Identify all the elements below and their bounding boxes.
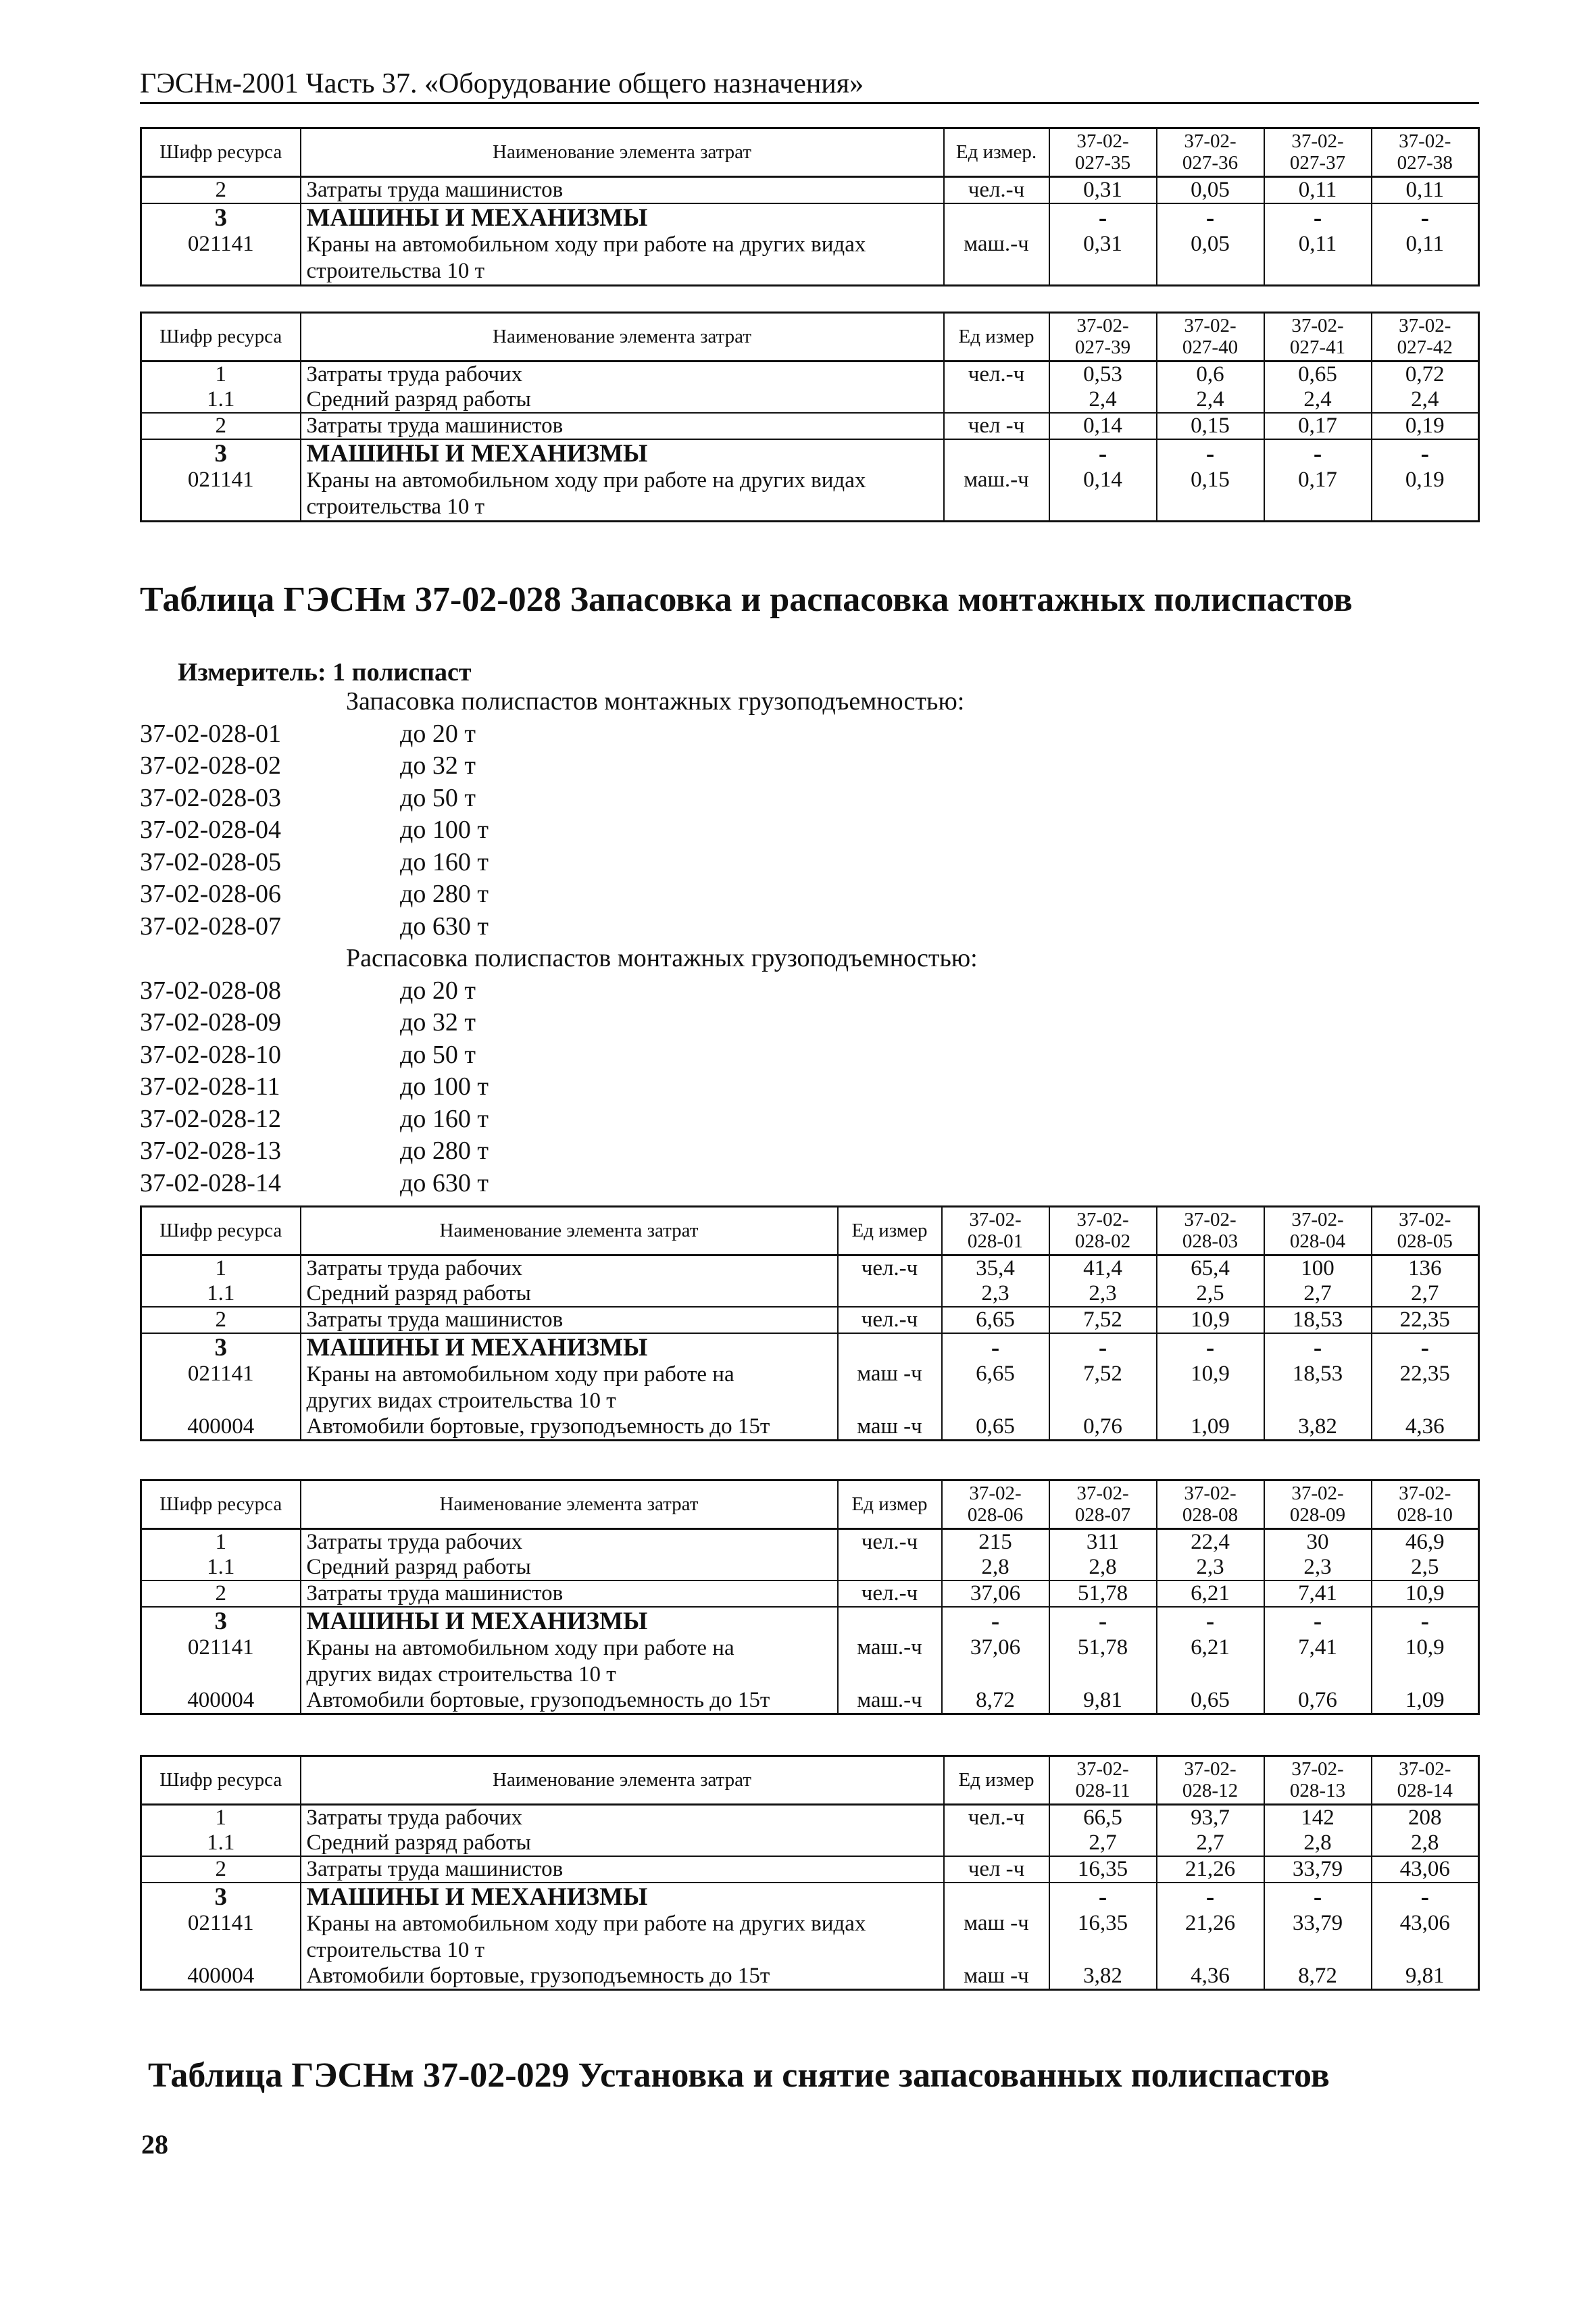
table-header-row: [141, 1207, 1479, 1255]
table-row: 1 Затраты труда рабочих чел.-ч 66,5 93,7 142 208: [141, 1804, 1479, 1830]
table-row: 400004 Автомобили бортовые, грузоподъемность до 15т маш -ч 3,82 4,36 8,72 9,81: [141, 1964, 1479, 1989]
col-header-norm: 37-02- 028-11: [1049, 1756, 1157, 1805]
table-row: 3 МАШИНЫ И МЕХАНИЗМЫ - - - -: [141, 1883, 1479, 1911]
table-row: 2 Затраты труда машинистов чел.-ч 37,06 51,78 6,21 7,41 10,9: [141, 1580, 1479, 1607]
col-header-norm: 37-02- 027-37: [1264, 128, 1372, 177]
table-header-row: [141, 313, 1479, 362]
col-header-name: Наименование элемента затрат: [301, 313, 944, 362]
col-header-norm: 37-02- 028-07: [1049, 1480, 1157, 1529]
col-header-unit: Ед измер: [838, 1207, 942, 1255]
table-row: 021141 Краны на автомобильном ходу при работе на других видах строительства 10 т маш -ч 6,65 7,52 10,9 18,53 22,35: [141, 1362, 1479, 1414]
col-header-norm: 37-02- 028-14: [1372, 1756, 1479, 1805]
table-row: 1 Затраты труда рабочих чел.-ч 35,4 41,4 65,4 100 136: [141, 1255, 1479, 1280]
table-row: 400004 Автомобили бортовые, грузоподъемность до 15т маш -ч 0,65 0,76 1,09 3,82 4,36: [141, 1414, 1479, 1440]
measure-unit: Измеритель: 1 полиспаст: [178, 658, 472, 687]
col-header-code: Шифр ресурса: [141, 128, 301, 177]
table-row: 2 Затраты труда машинистов чел -ч 0,14 0,15 0,17 0,19: [141, 413, 1479, 439]
col-header-norm: 37-02- 027-35: [1049, 128, 1157, 177]
col-header-norm: 37-02- 028-08: [1157, 1480, 1264, 1529]
col-header-unit: Ед измер: [944, 1756, 1049, 1805]
col-header-norm: 37-02- 027-41: [1264, 313, 1372, 362]
col-header-name: Наименование элемента затрат: [301, 1207, 838, 1255]
table-row: 3 МАШИНЫ И МЕХАНИЗМЫ - - - - -: [141, 1333, 1479, 1362]
col-header-norm: 37-02- 028-05: [1372, 1207, 1479, 1255]
col-header-norm: 37-02- 028-06: [942, 1480, 1049, 1529]
document-page: ГЭСНм-2001 Часть 37. «Оборудование общего назначения» Шифр ресурса Наименование элемента затрат Ед измер. 37-02- 027-35 37-02- 027-36 37-02- 027-37 37-02- 027-38 2 Затраты труда машинистов чел.-ч 0,31 0,05 0,11 0,11 3 МАШИНЫ И МЕХАНИЗМЫ - - - - 021141 Краны на автомобильном ходу при работе на других видах строительства 10 т маш.-ч 0,31 0,05 0,11 0,11 Шифр ресурса Наименование элемента затрат Ед измер 37-02- 027-39 37-02- 027-40 37-02- 027-41 37-02- 027-42 1 Затраты труда рабочих чел.-ч 0,53 0,6 0,65 0,72 1.1 Средний разряд работы 2,4 2,4 2,4 2,4 2 Затраты труда машинистов чел -ч 0,14 0,15 0,17 0,19 3 МАШИНЫ И МЕХАНИЗМЫ - - - - 021141 Краны на автомобильном ходу при работе на других видах строительства 10 т маш.-ч 0,14 0,15 0,17 0,19 Таблица ГЭСНм 37-02-028 Запасовка и распасовка монтажных полиспастов Измеритель: 1 полиспаст Запасовка полиспастов монтажных грузоподъемностью: 37-02-028-01 до 20 т 37-02-028-02 до 32 т 37-02-028-03 до 50 т 37-02-028-04 до 100 т 37-02-028-05 до 160 т 37-02-028-06 до 280 т 37-02-028-07 до 630 т Распасовка полиспастов монтажных грузоподъемностью: 37-02-028-08 до 20 т 37-02-028-09 до 32 т 37-02-028-10 до 50 т 37-02-028-11 до 100 т 37-02-028-12 до 160 т 37-02-028-13 до 280 т 37-02-028-14 до 630 т Шифр ресурса Наименование элемента затрат Ед измер 37-02- 028-01 37-02- 028-02 37-02- 028-03 37-02- 028-04 37-02- 028-05 1 Затраты труда рабочих чел.-ч 35,4 41,4 65,4 100 136 1.1 Средний разряд работы 2,3 2,3 2,5 2,7 2,7 2 Затраты труда машинистов чел.-ч 6,65 7,52 10,9 18,53 22,35 3 МАШИНЫ И МЕХАНИЗМЫ - - - - - 021141 Краны на автомобильном ходу при работе на других видах строительства 10 т маш -ч 6,65 7,52 10,9 18,53 22,35 400004 Автомобили бортовые, грузоподъемность до 15т маш -ч 0,65 0,76 1,09 3,82 4,36 Шифр ресурса Наименование элемента затрат Ед измер 37-02- 028-06 37-02- 028-07 37-02- 028-08 37-02- 028-09 37-02- 028-10 1 Затраты труда рабочих чел.-ч 215 311 22,4 30 46,9 1.1 Средний разряд работы 2,8 2,8 2,3 2,3 2,5 2 Затраты труда машинистов чел.-ч 37,06 51,78 6,21 7,41 10,9 3 МАШИНЫ И МЕХАНИЗМЫ - - - - - 021141 Краны на автомобильном ходу при работе на других видах строительства 10 т маш.-ч 37,06 51,78 6,21 7,41 10,9 400004 Автомобили бортовые, грузоподъемность до 15т маш.-ч 8,72 9,81 0,65 0,76 1,09 Шифр ресурса Наименование элемента затрат Ед измер 37-02- 028-11 37-02- 028-12 37-02- 028-13 37-02- 028-14 1 Затраты труда рабочих чел.-ч 66,5 93,7 142 208 1.1 Средний разряд работы 2,7 2,7 2,8 2,8 2 Затраты труда машинистов чел -ч 16,35 21,26 33,79 43,06 3 МАШИНЫ И МЕХАНИЗМЫ - - - - 021141 Краны на автомобильном ходу при работе на других видах строительства 10 т маш -ч 16,35 21,26 33,79 43,06 400004 Автомобили бортовые, грузоподъемность до 15т маш -ч 3,82 4,36 8,72 9,81 Таблица ГЭСНм 37-02-029 Установка и снятие запасованных полиспастов 28: [0, 0, 1596, 2315]
table-row: 021141 Краны на автомобильном ходу при работе на других видах строительства 10 т маш.-ч 0,14 0,15 0,17 0,19: [141, 468, 1479, 521]
section-title-029: Таблица ГЭСНм 37-02-029 Установка и снятие запасованных полиспастов: [148, 2056, 1330, 2095]
col-header-code: Шифр ресурса: [141, 1480, 301, 1529]
col-header-norm: 37-02- 028-09: [1264, 1480, 1372, 1529]
table-row: 1.1 Средний разряд работы 2,4 2,4 2,4 2,4: [141, 387, 1479, 413]
col-header-name: Наименование элемента затрат: [301, 128, 944, 177]
col-header-name: Наименование элемента затрат: [301, 1480, 838, 1529]
col-header-norm: 37-02- 028-10: [1372, 1480, 1479, 1529]
col-header-norm: 37-02- 028-02: [1049, 1207, 1157, 1255]
col-header-norm: 37-02- 027-36: [1157, 128, 1264, 177]
header-rule: [140, 102, 1479, 104]
running-header: ГЭСНм-2001 Часть 37. «Оборудование общего назначения»: [140, 68, 864, 99]
resource-table-027-39-42: [140, 312, 1480, 522]
col-header-norm: 37-02- 028-01: [942, 1207, 1049, 1255]
col-header-code: Шифр ресурса: [141, 1207, 301, 1255]
col-header-code: Шифр ресурса: [141, 1756, 301, 1805]
col-header-unit: Ед измер: [838, 1480, 942, 1529]
col-header-norm: 37-02- 027-40: [1157, 313, 1264, 362]
col-header-norm: 37-02- 028-12: [1157, 1756, 1264, 1805]
table-header-row: [141, 1480, 1479, 1529]
col-header-norm: 37-02- 027-42: [1372, 313, 1479, 362]
table-row: 2 Затраты труда машинистов чел.-ч 0,31 0,05 0,11 0,11: [141, 176, 1479, 203]
table-row: 021141 Краны на автомобильном ходу при работе на других видах строительства 10 т маш.-ч 0,31 0,05 0,11 0,11: [141, 232, 1479, 285]
table-row: 1.1 Средний разряд работы 2,3 2,3 2,5 2,7 2,7: [141, 1281, 1479, 1307]
col-header-norm: 37-02- 028-03: [1157, 1207, 1264, 1255]
table-row: 021141 Краны на автомобильном ходу при работе на других видах строительства 10 т маш -ч 16,35 21,26 33,79 43,06: [141, 1911, 1479, 1964]
resource-table-028-11-14: [140, 1755, 1480, 1991]
table-row: 1.1 Средний разряд работы 2,8 2,8 2,3 2,3 2,5: [141, 1555, 1479, 1580]
resource-table-027-35-38: [140, 127, 1480, 287]
col-header-code: Шифр ресурса: [141, 313, 301, 362]
table-row: 2 Затраты труда машинистов чел -ч 16,35 21,26 33,79 43,06: [141, 1856, 1479, 1883]
col-header-norm: 37-02- 028-04: [1264, 1207, 1372, 1255]
table-header-row: [141, 1756, 1479, 1805]
section-title-028: Таблица ГЭСНм 37-02-028 Запасовка и распасовка монтажных полиспастов: [140, 580, 1353, 619]
table-row: 021141 Краны на автомобильном ходу при работе на других видах строительства 10 т маш.-ч 37,06 51,78 6,21 7,41 10,9: [141, 1635, 1479, 1688]
col-header-name: Наименование элемента затрат: [301, 1756, 944, 1805]
table-row: 1.1 Средний разряд работы 2,7 2,7 2,8 2,8: [141, 1831, 1479, 1856]
table-row: 1 Затраты труда рабочих чел.-ч 0,53 0,6 0,65 0,72: [141, 361, 1479, 387]
table-row: 2 Затраты труда машинистов чел.-ч 6,65 7,52 10,9 18,53 22,35: [141, 1307, 1479, 1333]
table-row: 400004 Автомобили бортовые, грузоподъемность до 15т маш.-ч 8,72 9,81 0,65 0,76 1,09: [141, 1688, 1479, 1714]
table-row: 3 МАШИНЫ И МЕХАНИЗМЫ - - - -: [141, 203, 1479, 232]
col-header-norm: 37-02- 027-38: [1372, 128, 1479, 177]
page-number: 28: [141, 2129, 168, 2160]
table-row: 3 МАШИНЫ И МЕХАНИЗМЫ - - - - -: [141, 1607, 1479, 1635]
resource-table-028-01-05: [140, 1205, 1480, 1441]
col-header-unit: Ед измер.: [944, 128, 1049, 177]
col-header-norm: 37-02- 028-13: [1264, 1756, 1372, 1805]
resource-table-028-06-10: [140, 1479, 1480, 1715]
table-row: 3 МАШИНЫ И МЕХАНИЗМЫ - - - -: [141, 439, 1479, 468]
col-header-unit: Ед измер: [944, 313, 1049, 362]
col-header-norm: 37-02- 027-39: [1049, 313, 1157, 362]
table-row: 1 Затраты труда рабочих чел.-ч 215 311 22,4 30 46,9: [141, 1528, 1479, 1554]
table-header-row: [141, 128, 1479, 177]
